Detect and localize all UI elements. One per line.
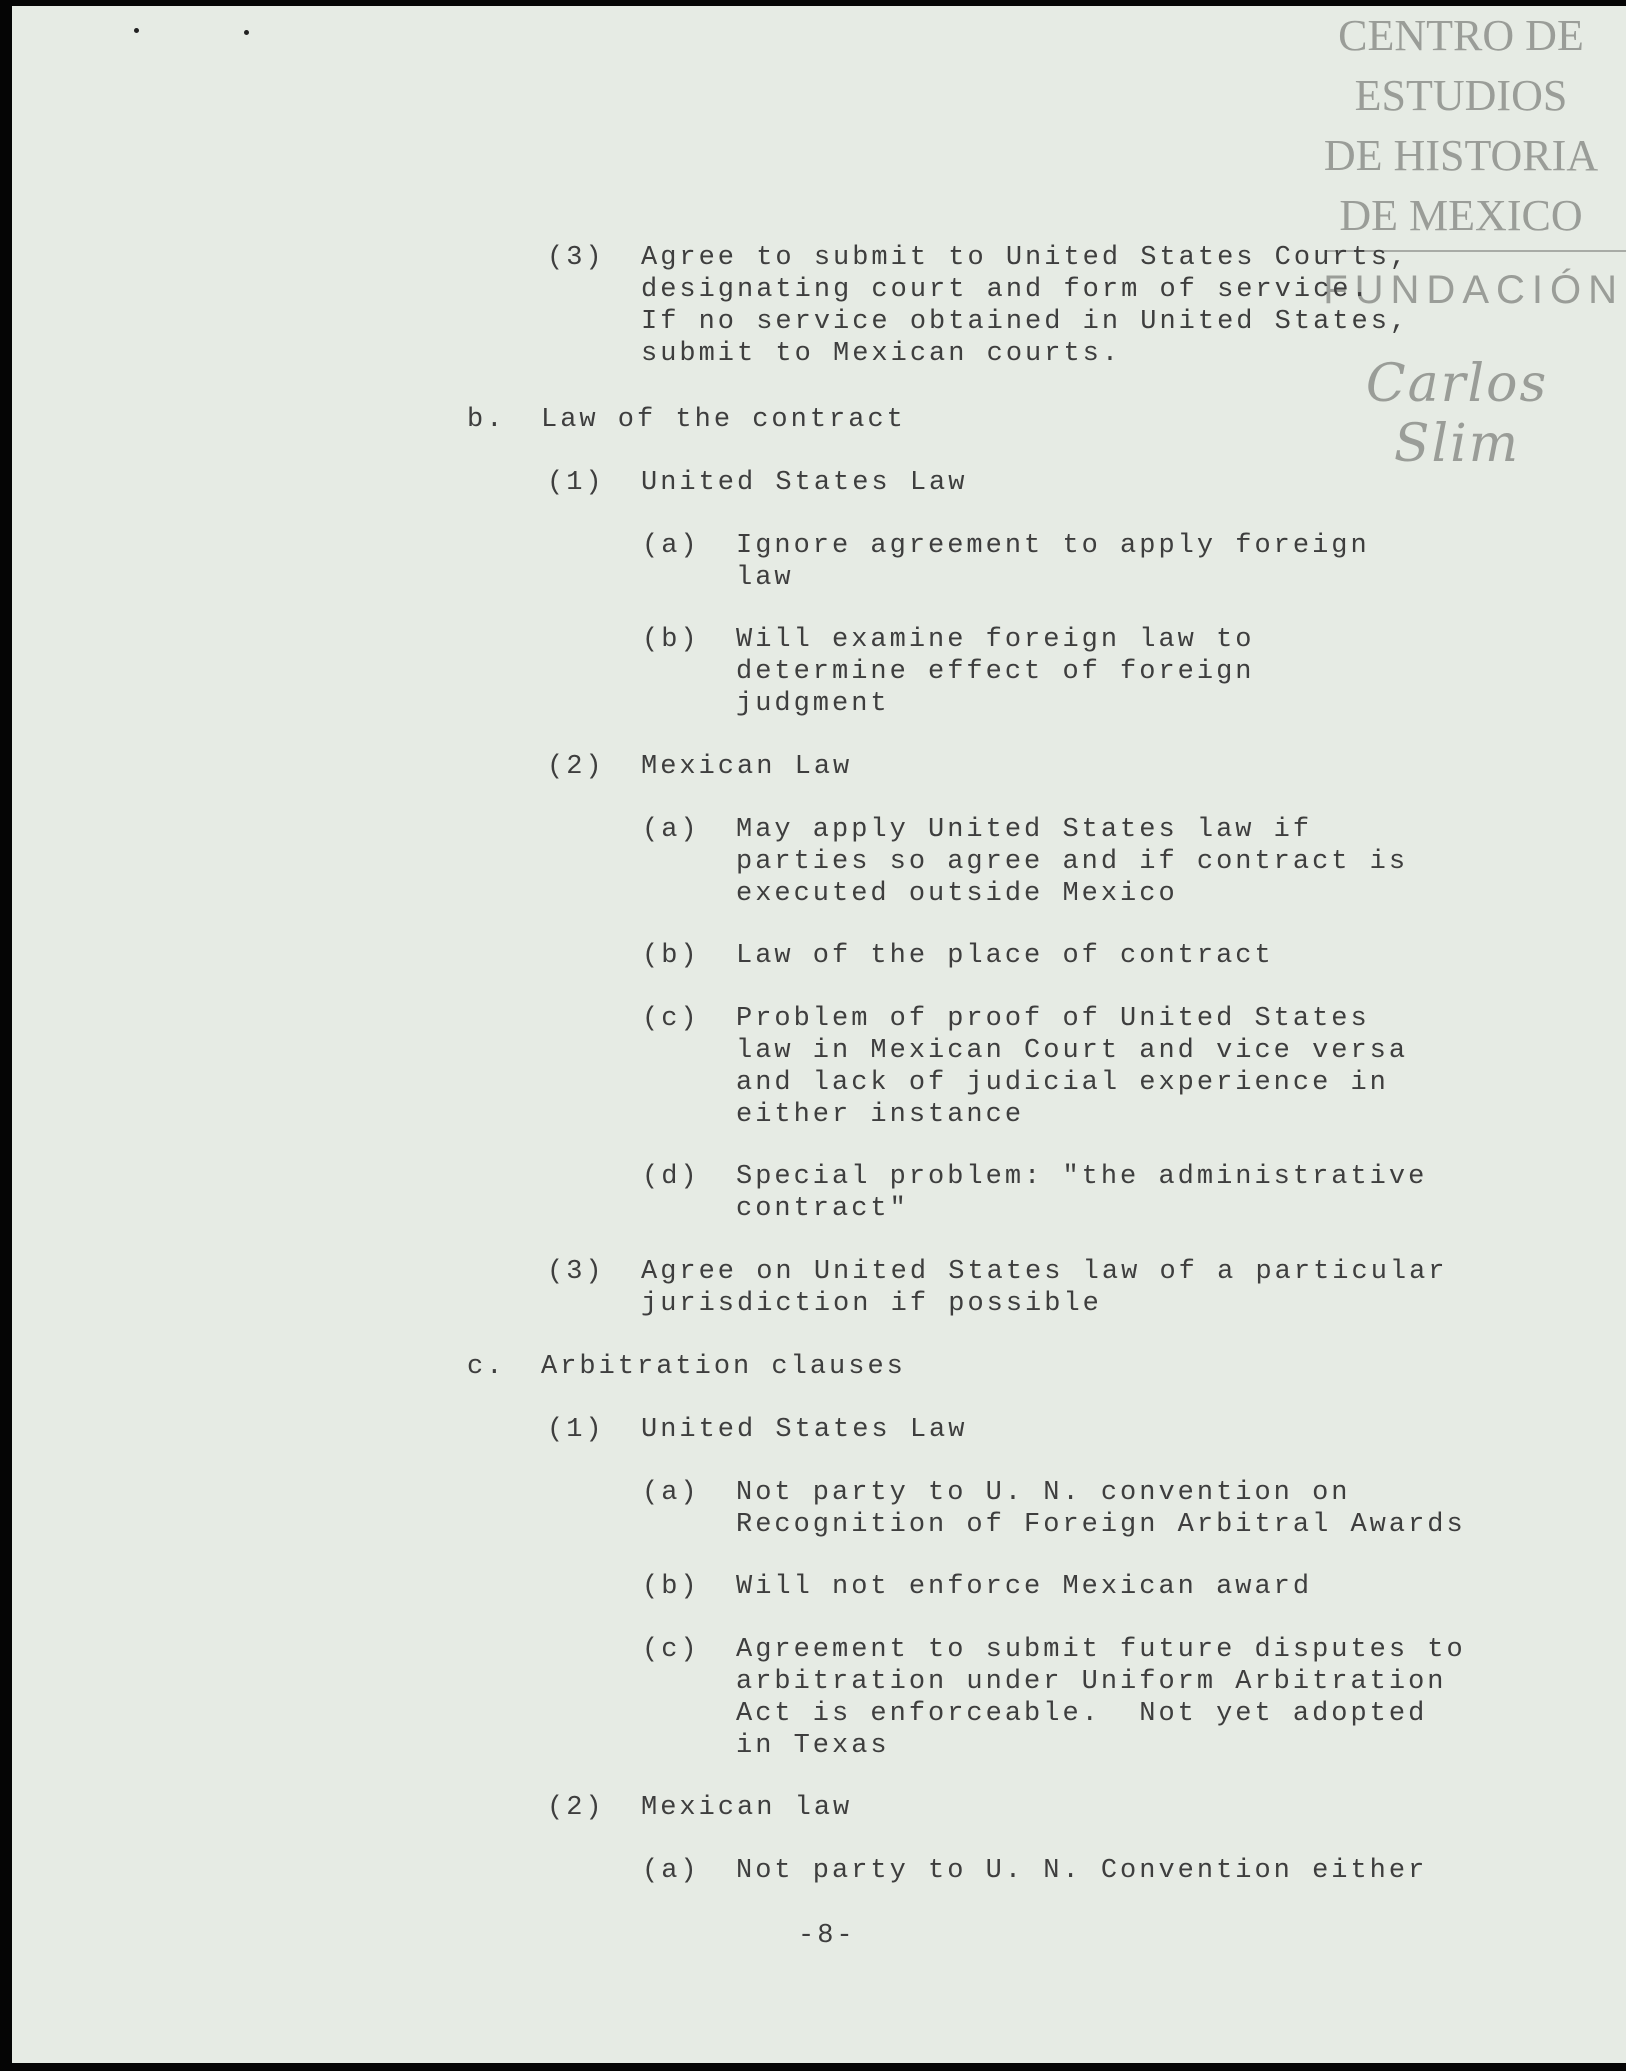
item-text: Arbitration clauses <box>541 1352 906 1382</box>
item-label: (d) <box>642 1162 700 1192</box>
outline-item <box>642 1477 1466 1541</box>
item-text: United States Law <box>641 468 968 498</box>
outline-item <box>642 1855 1427 1887</box>
outline-item <box>547 1256 1448 1320</box>
item-text: May apply United States law if parties so agree and if contract is executed outside Mexico <box>736 815 1409 909</box>
outline-item <box>642 1634 1466 1762</box>
outline-item <box>467 404 906 436</box>
outline-item <box>642 814 1408 910</box>
item-text: Agree to submit to United States Courts, designating court and form of service. If no service obtained in United States, submit to Mexican courts. <box>641 243 1410 369</box>
item-label: (2) <box>547 1793 605 1823</box>
outline-item <box>547 1414 967 1446</box>
outline-item <box>547 751 852 783</box>
item-text: Mexican Law <box>641 752 853 782</box>
item-label: (a) <box>642 1856 700 1886</box>
item-text: Will examine foreign law to determine effect of foreign judgment <box>736 625 1255 719</box>
item-text: Special problem: "the administrative contract" <box>736 1162 1428 1224</box>
item-label: (a) <box>642 1478 700 1508</box>
watermark-line: DE HISTORIA <box>1323 131 1599 180</box>
item-text: United States Law <box>641 1415 968 1445</box>
item-text: Mexican law <box>641 1793 853 1823</box>
item-label: (a) <box>642 531 700 561</box>
page-number: -8- <box>798 1921 856 1951</box>
item-label: (3) <box>547 1257 605 1287</box>
item-label: (b) <box>642 941 700 971</box>
item-label: b. <box>467 405 506 435</box>
item-label: (a) <box>642 815 700 845</box>
item-text: Problem of proof of United States law in Mexican Court and vice versa and lack of judicial experience in either instance <box>736 1004 1409 1130</box>
item-text: Not party to U. N. convention on Recognition of Foreign Arbitral Awards <box>736 1478 1466 1540</box>
outline-item <box>642 1571 1312 1603</box>
item-label: (b) <box>642 625 700 655</box>
item-label: (c) <box>642 1004 700 1034</box>
item-label: (c) <box>642 1635 700 1665</box>
item-text: Law of the place of contract <box>736 941 1274 971</box>
watermark-line: DE MEXICO <box>1339 191 1583 240</box>
outline-item <box>642 940 1274 972</box>
mark-dot <box>244 30 249 35</box>
item-text: Agreement to submit future disputes to arbitration under Uniform Arbitration Act is enforceable. Not yet adopted in Texas <box>736 1635 1466 1761</box>
item-label: (3) <box>547 243 605 273</box>
outline-item <box>467 1351 906 1383</box>
item-text: Ignore agreement to apply foreign law <box>736 531 1370 593</box>
watermark-line: CENTRO DE <box>1338 11 1584 60</box>
item-text: Not party to U. N. Convention either <box>736 1856 1428 1886</box>
watermark-line: ESTUDIOS <box>1354 71 1568 120</box>
item-label: (1) <box>547 1415 605 1445</box>
document-page <box>12 6 1626 2063</box>
outline-item <box>642 530 1370 594</box>
watermark-foundation: FUNDACIÓN <box>1323 268 1624 312</box>
item-label: (2) <box>547 752 605 782</box>
item-label: (1) <box>547 468 605 498</box>
outline-item <box>547 467 967 499</box>
item-text: Law of the contract <box>541 405 906 435</box>
outline-item <box>642 1161 1427 1225</box>
item-text: Agree on United States law of a particular jurisdiction if possible <box>641 1257 1448 1319</box>
mark-dot <box>134 28 139 33</box>
outline-item <box>642 624 1254 720</box>
outline-item <box>547 1792 852 1824</box>
item-text: Will not enforce Mexican award <box>736 1572 1313 1602</box>
item-label: (b) <box>642 1572 700 1602</box>
item-label: c. <box>467 1352 506 1382</box>
outline-item <box>642 1003 1408 1131</box>
watermark-signature: Carlos Slim <box>1365 354 1549 474</box>
outline-item <box>547 242 1409 370</box>
